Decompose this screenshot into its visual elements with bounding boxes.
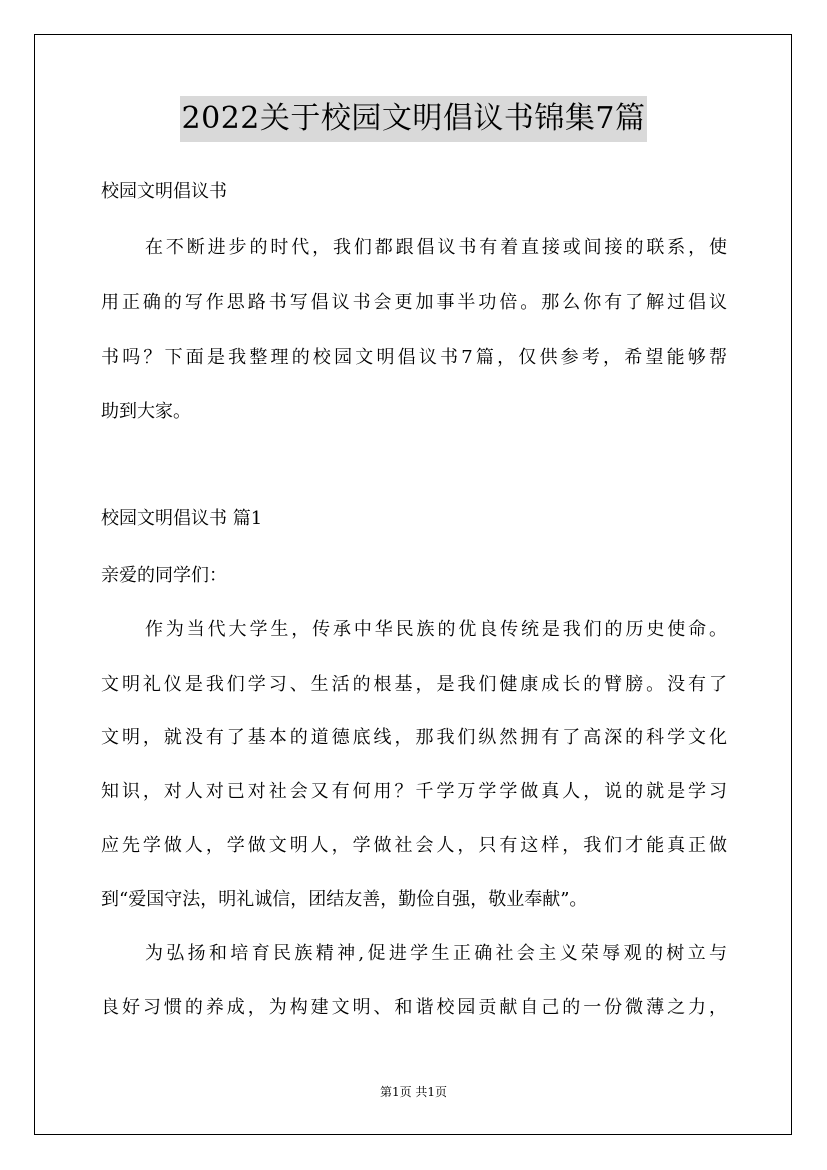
paragraph-line: 用正确的写作思路书写倡议书会更加事半功倍。那么你有了解过倡议 [101, 292, 727, 313]
paragraph-line: 良好习惯的养成，为构建文明、和谐校园贡献自己的一份微薄之力， [101, 997, 727, 1018]
paragraph-line: 文明，就没有了基本的道德底线，那我们纵然拥有了高深的科学文化 [101, 727, 727, 748]
document-title: 2022关于校园文明倡议书锦集7篇 [180, 96, 648, 142]
paragraph-line: 在不断进步的时代，我们都跟倡议书有着直接或间接的联系，使 [145, 237, 727, 258]
section-heading: 校园文明倡议书 篇1 [101, 508, 263, 529]
page-footer: 第1页 共1页 [379, 1085, 448, 1099]
paragraph-line: 为弘扬和培育民族精神,促进学生正确社会主义荣辱观的树立与 [145, 943, 727, 964]
section-heading: 校园文明倡议书 [101, 181, 227, 202]
paragraph-line: 书吗？下面是我整理的校园文明倡议书7篇，仅供参考，希望能够帮 [101, 347, 727, 368]
paragraph-line: 作为当代大学生，传承中华民族的优良传统是我们的历史使命。 [145, 619, 727, 640]
paragraph-line: 知识，对人对已对社会又有何用？千学万学学做真人，说的就是学习 [101, 781, 727, 802]
paragraph-line: 助到大家。 [101, 401, 191, 422]
salutation: 亲爱的同学们： [101, 565, 227, 586]
title-container [0, 96, 827, 142]
paragraph-line: 到“爱国守法，明礼诚信，团结友善，勤俭自强，敬业奉献”。 [101, 889, 588, 910]
paragraph-line: 文明礼仪是我们学习、生活的根基，是我们健康成长的臂膀。没有了 [101, 674, 727, 695]
paragraph-line: 应先学做人，学做文明人，学做社会人，只有这样，我们才能真正做 [101, 835, 727, 856]
